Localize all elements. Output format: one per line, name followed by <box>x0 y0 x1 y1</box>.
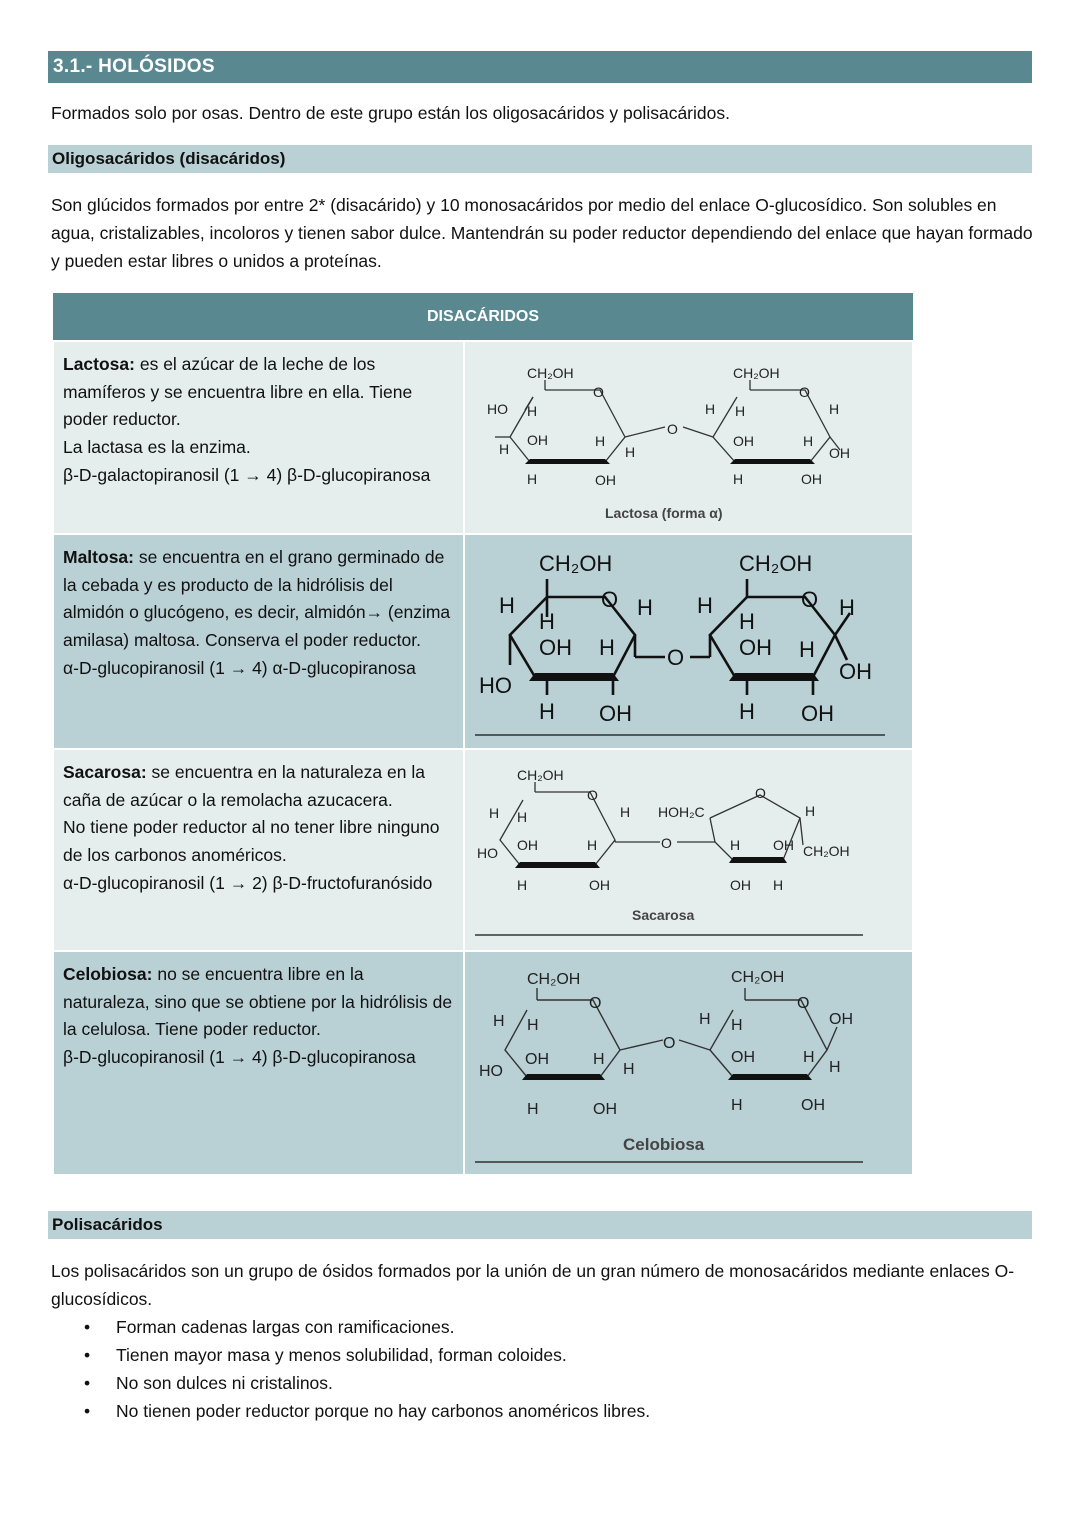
maltosa-name: Maltosa: <box>63 547 134 567</box>
table-header: DISACÁRIDOS <box>53 293 913 341</box>
svg-text:CH₂OH: CH₂OH <box>539 551 613 576</box>
poli-header <box>48 1211 1032 1239</box>
list-item: • No son dulces ni cristalinos. <box>51 1369 650 1397</box>
oligo-header <box>48 145 1032 173</box>
disaccharides-table <box>52 293 914 1176</box>
maltosa-line: α-D-glucopiranosil (1 → 4) α-D-glucopiranosa <box>63 657 416 678</box>
svg-text:CH₂OH: CH₂OH <box>803 843 850 859</box>
svg-text:H: H <box>805 803 816 819</box>
svg-text:H: H <box>587 837 598 853</box>
svg-text:HO: HO <box>487 401 508 417</box>
svg-text:H: H <box>593 1051 605 1068</box>
svg-text:H: H <box>527 471 538 487</box>
svg-text:HO: HO <box>479 673 512 698</box>
svg-text:CH₂OH: CH₂OH <box>733 365 780 381</box>
sacarosa-line: α-D-glucopiranosil (1 → 2) β-D-fructofuranósido <box>63 872 433 893</box>
poli-title: Polisacáridos <box>52 1215 163 1234</box>
svg-text:H: H <box>799 637 815 662</box>
svg-text:H: H <box>517 809 528 825</box>
sacarosa-line: se encuentra en la naturaleza en la caña de azúcar o la remolacha azucacera. <box>63 762 425 810</box>
svg-text:OH: OH <box>589 877 610 893</box>
section-title: 3.1.- HOLÓSIDOS <box>53 56 215 77</box>
svg-text:H: H <box>595 433 606 449</box>
svg-text:CH₂OH: CH₂OH <box>731 969 785 986</box>
svg-text:O: O <box>667 645 685 670</box>
svg-text:HO: HO <box>477 845 498 861</box>
svg-text:H: H <box>527 1017 539 1034</box>
oligo-title: Oligosacáridos (disacáridos) <box>52 149 286 168</box>
maltosa-structure <box>464 534 913 749</box>
sacarosa-diagram <box>465 750 912 948</box>
svg-text:CH₂OH: CH₂OH <box>517 767 564 783</box>
section-header <box>48 51 1032 83</box>
celobiosa-line: no se encuentra libre en la naturaleza, sino que se obtiene por la hidrólisis de la celulosa. Tiene poder reductor. <box>63 964 453 1040</box>
sacarosa-line: No tiene poder reductor al no tener libre ninguno de los carbonos anoméricos. <box>63 817 440 866</box>
svg-text:HOH₂C: HOH₂C <box>658 804 705 820</box>
lactosa-description <box>53 341 464 534</box>
svg-text:H: H <box>829 401 840 417</box>
sacarosa-description <box>53 749 464 951</box>
svg-text:O: O <box>801 587 819 612</box>
svg-text:H: H <box>735 403 746 419</box>
poli-bullet-list <box>51 1313 650 1425</box>
lactosa-diagram <box>465 342 912 532</box>
svg-text:OH: OH <box>733 433 754 449</box>
svg-text:O: O <box>755 785 766 801</box>
svg-text:H: H <box>620 804 631 820</box>
svg-text:H: H <box>739 609 755 634</box>
svg-text:OH: OH <box>525 1051 549 1068</box>
svg-text:H: H <box>489 805 500 821</box>
sacarosa-name: Sacarosa: <box>63 762 147 782</box>
svg-text:OH: OH <box>527 432 548 448</box>
celobiosa-line: β-D-glucopiranosil (1 → 4) β-D-glucopiranosa <box>63 1047 416 1068</box>
svg-text:CH₂OH: CH₂OH <box>527 971 581 988</box>
svg-text:H: H <box>733 471 744 487</box>
svg-text:O: O <box>797 995 810 1012</box>
svg-text:OH: OH <box>730 877 751 893</box>
svg-text:H: H <box>539 609 555 634</box>
svg-text:H: H <box>697 593 713 618</box>
svg-text:OH: OH <box>731 1049 755 1066</box>
svg-text:H: H <box>731 1097 743 1114</box>
celobiosa-name: Celobiosa: <box>63 964 153 984</box>
svg-text:HO: HO <box>479 1063 503 1080</box>
intro-paragraph: Formados solo por osas. Dentro de este grupo están los oligosacáridos y polisacáridos. <box>51 103 730 123</box>
svg-text:H: H <box>829 1059 841 1076</box>
svg-text:H: H <box>739 699 755 724</box>
celobiosa-caption: Celobiosa <box>623 1135 705 1154</box>
svg-text:H: H <box>527 1101 539 1118</box>
svg-text:OH: OH <box>517 837 538 853</box>
lactosa-caption: Lactosa (forma α) <box>605 505 723 521</box>
svg-text:O: O <box>593 384 604 400</box>
svg-text:OH: OH <box>801 701 834 726</box>
svg-text:H: H <box>499 593 515 618</box>
svg-text:H: H <box>637 595 653 620</box>
svg-text:CH₂OH: CH₂OH <box>527 365 574 381</box>
svg-text:O: O <box>667 421 678 437</box>
svg-text:H: H <box>731 1017 743 1034</box>
sacarosa-structure <box>464 749 913 951</box>
table-row-lactosa <box>53 341 913 534</box>
svg-text:CH₂OH: CH₂OH <box>739 551 813 576</box>
svg-text:H: H <box>625 444 636 460</box>
svg-text:OH: OH <box>829 1011 853 1028</box>
svg-text:H: H <box>517 877 528 893</box>
svg-text:OH: OH <box>829 445 850 461</box>
lactosa-structure <box>464 341 913 534</box>
maltosa-diagram <box>465 535 912 747</box>
svg-text:OH: OH <box>739 635 772 660</box>
svg-text:OH: OH <box>801 471 822 487</box>
maltosa-description <box>53 534 464 749</box>
svg-text:OH: OH <box>593 1101 617 1118</box>
svg-text:OH: OH <box>595 472 616 488</box>
svg-text:H: H <box>699 1011 711 1028</box>
table-row-sacarosa <box>53 749 913 951</box>
sacarosa-caption: Sacarosa <box>632 907 695 923</box>
svg-text:O: O <box>799 384 810 400</box>
svg-text:O: O <box>663 1035 676 1052</box>
svg-text:OH: OH <box>539 635 572 660</box>
celobiosa-diagram <box>465 952 912 1172</box>
svg-text:H: H <box>539 699 555 724</box>
lactosa-line: es el azúcar de la leche de los mamíferos y se encuentra libre en ella. Tiene poder reductor. <box>63 354 413 430</box>
lactosa-name: Lactosa: <box>63 354 135 374</box>
lactosa-line: β-D-galactopiranosil (1 → 4) β-D-glucopiranosa <box>63 464 431 485</box>
celobiosa-description <box>53 951 464 1175</box>
svg-text:OH: OH <box>599 701 632 726</box>
svg-text:H: H <box>623 1061 635 1078</box>
list-item: • No tienen poder reductor porque no hay carbonos anoméricos libres. <box>51 1397 650 1425</box>
list-item: • Tienen mayor masa y menos solubilidad, forman coloides. <box>51 1341 650 1369</box>
svg-text:O: O <box>661 835 672 851</box>
maltosa-line: se encuentra en el grano germinado de la cebada y es producto de la hidrólisis del almidón o glucógeno, es decir, almidón→ (enzima amilasa) maltosa. Conserva el poder reductor. <box>63 547 451 651</box>
list-item: • Forman cadenas largas con ramificaciones. <box>51 1313 650 1341</box>
svg-text:H: H <box>773 877 784 893</box>
svg-text:H: H <box>839 595 855 620</box>
svg-text:H: H <box>730 837 741 853</box>
oligo-paragraph: Son glúcidos formados por entre 2* (disacárido) y 10 monosacáridos por medio del enlace O-glucosídico. Son solubles en agua, cristalizables, incoloros y tienen sabor dulce. Mantendrán su poder reductor dependiendo del enlace que hayan formado y pueden estar libres o unidos a proteínas. <box>51 195 1033 271</box>
lactosa-line: La lactasa es la enzima. <box>63 437 251 458</box>
svg-text:O: O <box>601 587 619 612</box>
svg-text:H: H <box>705 401 716 417</box>
celobiosa-structure <box>464 951 913 1175</box>
table-row-maltosa <box>53 534 913 749</box>
table-row-celobiosa <box>53 951 913 1175</box>
svg-text:H: H <box>803 433 814 449</box>
svg-text:O: O <box>587 787 598 803</box>
poli-paragraph: Los polisacáridos son un grupo de ósidos formados por la unión de un gran número de monosacáridos mediante enlaces O-glucosídicos. <box>51 1261 1015 1309</box>
svg-text:H: H <box>493 1013 505 1030</box>
svg-text:H: H <box>499 441 510 457</box>
svg-text:H: H <box>803 1049 815 1066</box>
svg-text:O: O <box>589 995 602 1012</box>
svg-text:H: H <box>527 403 538 419</box>
svg-text:OH: OH <box>773 837 794 853</box>
svg-text:H: H <box>599 635 615 660</box>
svg-text:OH: OH <box>801 1097 825 1114</box>
svg-text:OH: OH <box>839 659 872 684</box>
